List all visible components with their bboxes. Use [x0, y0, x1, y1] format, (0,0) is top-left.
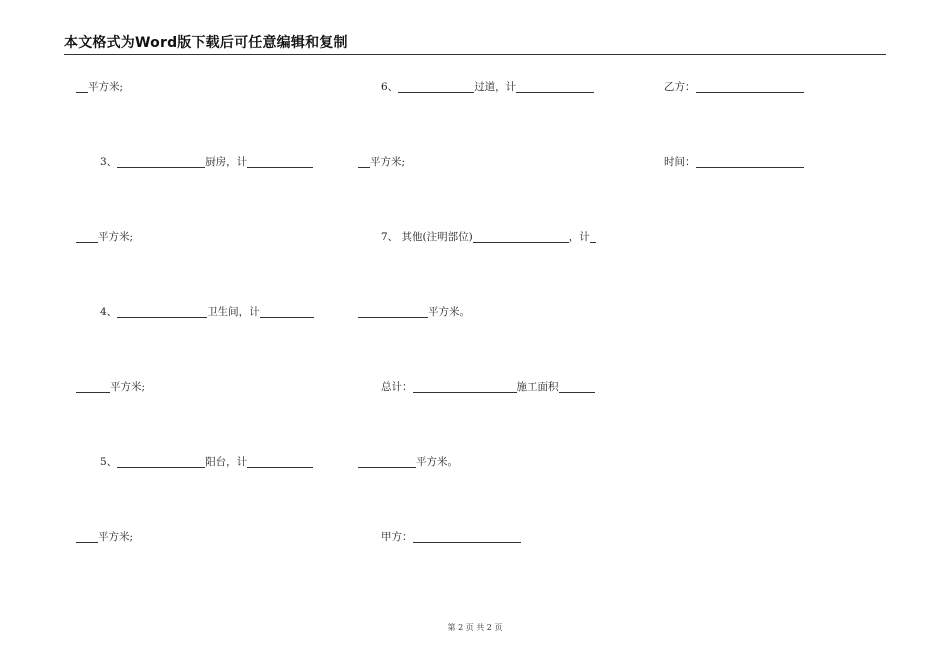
form-label: 7、 其他(注明部位)	[381, 231, 473, 243]
form-label: 平方米。	[416, 456, 458, 468]
form-line-l1	[76, 80, 123, 94]
form-label: 平方米;	[110, 381, 146, 393]
fill-in-blank[interactable]	[413, 382, 517, 393]
form-line-l12	[381, 380, 595, 394]
fill-in-blank[interactable]	[358, 457, 416, 468]
form-label: 过道，计	[474, 81, 517, 93]
form-label: 4、	[100, 306, 118, 318]
form-label: 6、	[381, 81, 399, 93]
form-line-l7	[76, 230, 133, 244]
fill-in-blank[interactable]	[473, 232, 569, 243]
form-label: 甲方：	[381, 531, 413, 543]
fill-in-blank[interactable]	[260, 307, 314, 318]
form-line-l16	[381, 530, 521, 544]
form-label: 平方米;	[370, 156, 406, 168]
form-label: ，计	[568, 231, 590, 243]
fill-in-blank[interactable]	[696, 157, 804, 168]
form-label: 厨房，计	[205, 156, 248, 168]
form-line-l14	[358, 455, 458, 469]
form-line-l10	[358, 305, 470, 319]
form-label: 乙方：	[664, 81, 696, 93]
fill-in-blank[interactable]	[559, 382, 595, 393]
form-label: 阳台，计	[205, 456, 248, 468]
form-label: 平方米;	[98, 231, 134, 243]
fill-in-blank[interactable]	[76, 382, 110, 393]
form-label: 3、	[100, 156, 118, 168]
form-line-l11	[76, 380, 145, 394]
form-line-l3	[664, 80, 804, 94]
form-line-l6	[664, 155, 804, 169]
form-line-l4	[100, 155, 313, 169]
form-line-l2	[381, 80, 594, 94]
form-line-l8	[381, 230, 596, 244]
fill-in-blank[interactable]	[358, 157, 370, 168]
fill-in-blank[interactable]	[117, 457, 205, 468]
header-title: 本文格式为Word版下载后可任意编辑和复制	[64, 35, 348, 51]
fill-in-blank[interactable]	[117, 157, 205, 168]
fill-in-blank[interactable]	[358, 307, 428, 318]
form-label: 时间：	[664, 156, 696, 168]
form-label: 卫生间，计	[207, 306, 260, 318]
fill-in-blank[interactable]	[516, 82, 594, 93]
form-label: 5、	[100, 456, 118, 468]
fill-in-blank[interactable]	[247, 157, 313, 168]
form-label: 总计：	[381, 381, 413, 393]
fill-in-blank[interactable]	[413, 532, 521, 543]
form-label: 平方米;	[98, 531, 134, 543]
fill-in-blank[interactable]	[76, 532, 98, 543]
form-label: 平方米;	[88, 81, 124, 93]
fill-in-blank[interactable]	[117, 307, 207, 318]
fill-in-blank[interactable]	[76, 82, 88, 93]
form-line-l15	[76, 530, 133, 544]
page-header	[64, 34, 886, 55]
fill-in-blank[interactable]	[696, 82, 804, 93]
fill-in-blank[interactable]	[398, 82, 474, 93]
form-line-l9	[100, 305, 314, 319]
form-line-l13	[100, 455, 313, 469]
form-label: 平方米。	[428, 306, 470, 318]
fill-in-blank[interactable]	[76, 232, 98, 243]
form-label: 施工面积	[516, 381, 559, 393]
page-number: 第 2 页 共 2 页	[447, 623, 503, 632]
fill-in-blank[interactable]	[590, 232, 596, 243]
fill-in-blank[interactable]	[247, 457, 313, 468]
form-line-l5	[358, 155, 405, 169]
